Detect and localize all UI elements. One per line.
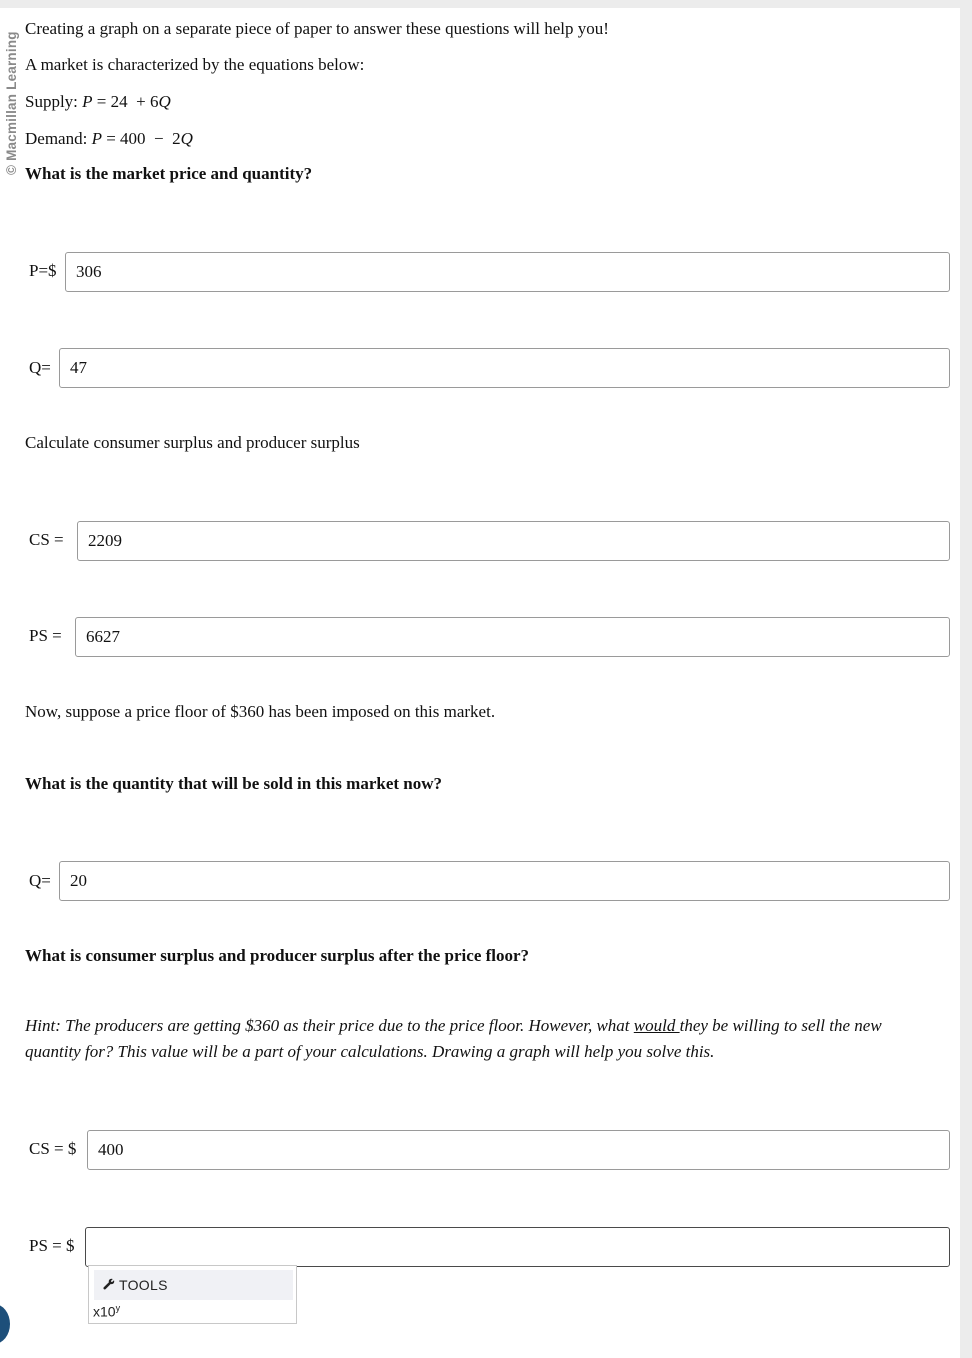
demand-label: Demand: — [25, 129, 88, 148]
scientific-notation-button[interactable] — [93, 1303, 120, 1320]
quantity-input[interactable]: 47 — [59, 348, 950, 388]
wrench-icon — [103, 1277, 115, 1293]
ps-label: PS = — [29, 626, 62, 645]
demand-eq: = 400 − 2 — [101, 129, 181, 148]
cs-input[interactable]: 2209 — [77, 521, 950, 561]
demand-q: Q — [180, 129, 193, 148]
question-surplus: What is consumer surplus and producer surplus after the price floor? — [25, 946, 530, 965]
cs-after-input[interactable]: 400 — [87, 1130, 950, 1170]
quantity-floor-label: Q= — [29, 871, 51, 890]
price-floor-text: Now, suppose a price floor of $360 has been imposed on this market. — [25, 702, 496, 721]
hint-part1: Hint: The producers are getting $360 as their price due to the price floor. However, what — [25, 1016, 634, 1035]
tools-label: TOOLS — [119, 1277, 168, 1293]
cs-label: CS = — [29, 530, 64, 549]
hint-text — [25, 1013, 940, 1065]
price-input[interactable]: 306 — [65, 252, 950, 292]
cs-after-label: CS = $ — [29, 1139, 77, 1158]
market-text: A market is characterized by the equations below: — [25, 55, 365, 74]
ps-input[interactable]: 6627 — [75, 617, 950, 657]
scrollbar-track[interactable] — [960, 0, 972, 1358]
price-label: P=$ — [29, 261, 57, 280]
question-market: What is the market price and quantity? — [25, 164, 313, 183]
copyright-credit: © Macmillan Learning — [4, 31, 19, 175]
question-quantity: What is the quantity that will be sold in this market now? — [25, 774, 443, 793]
hint-part2: they be willing to sell the new quantity for? This value will be a part of your calculations. Drawing a graph will help you solve this. — [25, 1016, 882, 1061]
tools-button[interactable] — [94, 1270, 293, 1300]
hint-underlined: would — [633, 1016, 680, 1035]
x10-exponent: y — [115, 1303, 121, 1313]
supply-eq: = 24 + 6 — [92, 92, 159, 111]
ps-after-input[interactable] — [85, 1227, 950, 1267]
quantity-floor-input[interactable]: 20 — [59, 861, 950, 901]
calc-text: Calculate consumer surplus and producer surplus — [25, 433, 360, 452]
ps-after-label: PS = $ — [29, 1236, 75, 1255]
tools-popup — [88, 1265, 297, 1324]
help-circle-icon[interactable] — [0, 1304, 10, 1344]
supply-q: Q — [158, 92, 171, 111]
supply-equation — [25, 92, 171, 112]
supply-var: P — [82, 92, 93, 111]
top-bar — [0, 0, 972, 8]
x10-label: x10 — [93, 1303, 116, 1320]
demand-equation — [25, 129, 193, 149]
intro-text: Creating a graph on a separate piece of paper to answer these questions will help you! — [25, 19, 609, 38]
demand-var: P — [91, 129, 102, 148]
supply-label: Supply: — [25, 92, 78, 111]
quantity-label: Q= — [29, 358, 51, 377]
